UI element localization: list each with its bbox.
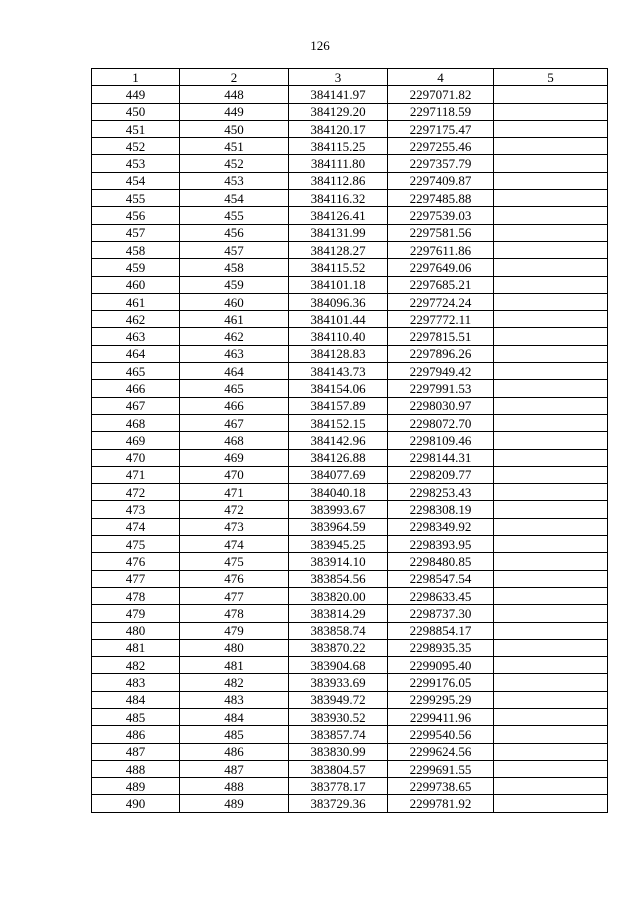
table-cell	[494, 190, 608, 207]
table-cell: 450	[180, 120, 289, 137]
table-cell	[494, 726, 608, 743]
table-cell: 460	[92, 276, 180, 293]
table-cell	[494, 120, 608, 137]
table-cell: 2297896.26	[388, 345, 494, 362]
table-cell: 383729.36	[289, 795, 388, 812]
table-cell: 383949.72	[289, 691, 388, 708]
table-cell: 384128.83	[289, 345, 388, 362]
table-cell: 383820.00	[289, 587, 388, 604]
table-cell: 384115.25	[289, 138, 388, 155]
table-cell: 461	[92, 293, 180, 310]
table-cell: 475	[180, 553, 289, 570]
table-cell: 2298349.92	[388, 518, 494, 535]
table-cell	[494, 414, 608, 431]
table-row	[92, 484, 608, 501]
table-cell: 454	[180, 190, 289, 207]
table-cell: 459	[180, 276, 289, 293]
table-cell	[494, 553, 608, 570]
table-row	[92, 172, 608, 189]
table-cell: 2298935.35	[388, 639, 494, 656]
table-cell: 452	[92, 138, 180, 155]
table-cell: 384157.89	[289, 397, 388, 414]
table-cell: 384126.41	[289, 207, 388, 224]
table-cell: 468	[92, 414, 180, 431]
table-cell: 482	[180, 674, 289, 691]
table-cell: 448	[180, 86, 289, 103]
table-cell: 463	[92, 328, 180, 345]
table-cell	[494, 622, 608, 639]
table-cell: 455	[92, 190, 180, 207]
table-cell	[494, 103, 608, 120]
table-row	[92, 449, 608, 466]
table-row	[92, 708, 608, 725]
table-cell: 2297815.51	[388, 328, 494, 345]
table-cell	[494, 138, 608, 155]
table-cell: 472	[180, 501, 289, 518]
table-cell: 2299781.92	[388, 795, 494, 812]
table-cell: 473	[180, 518, 289, 535]
table-cell: 482	[92, 657, 180, 674]
table-row	[92, 432, 608, 449]
table-cell	[494, 293, 608, 310]
table-cell	[494, 172, 608, 189]
table-cell	[494, 432, 608, 449]
table-cell: 384129.20	[289, 103, 388, 120]
table-cell: 466	[92, 380, 180, 397]
table-cell	[494, 587, 608, 604]
table-cell: 384143.73	[289, 363, 388, 380]
table-cell: 486	[180, 743, 289, 760]
table-row	[92, 414, 608, 431]
table-cell: 384077.69	[289, 466, 388, 483]
table-cell: 384128.27	[289, 241, 388, 258]
table-cell: 2297255.46	[388, 138, 494, 155]
table-cell: 456	[180, 224, 289, 241]
table-cell: 465	[180, 380, 289, 397]
table-row	[92, 138, 608, 155]
table-cell: 468	[180, 432, 289, 449]
table-cell: 451	[92, 120, 180, 137]
table-cell	[494, 397, 608, 414]
table-cell: 383854.56	[289, 570, 388, 587]
table-cell: 476	[92, 553, 180, 570]
table-row	[92, 605, 608, 622]
table-row	[92, 743, 608, 760]
table-cell: 464	[180, 363, 289, 380]
table-cell: 383964.59	[289, 518, 388, 535]
table-cell: 455	[180, 207, 289, 224]
table-cell	[494, 674, 608, 691]
table-cell	[494, 536, 608, 553]
table-row	[92, 155, 608, 172]
table-cell: 461	[180, 311, 289, 328]
table-row	[92, 86, 608, 103]
table-cell: 478	[92, 587, 180, 604]
table-cell	[494, 570, 608, 587]
table-cell: 483	[92, 674, 180, 691]
table-cell	[494, 155, 608, 172]
table-cell: 2297357.79	[388, 155, 494, 172]
table-cell: 458	[92, 241, 180, 258]
table-cell: 479	[92, 605, 180, 622]
table-row	[92, 120, 608, 137]
table-row	[92, 536, 608, 553]
table-cell: 2297581.56	[388, 224, 494, 241]
table-cell: 2299540.56	[388, 726, 494, 743]
table-cell	[494, 311, 608, 328]
table-cell: 384126.88	[289, 449, 388, 466]
table-cell: 384115.52	[289, 259, 388, 276]
table-cell: 2298072.70	[388, 414, 494, 431]
table-cell: 383914.10	[289, 553, 388, 570]
table-cell	[494, 86, 608, 103]
table-cell: 449	[180, 103, 289, 120]
table-cell: 466	[180, 397, 289, 414]
table-cell: 453	[92, 155, 180, 172]
table-cell	[494, 363, 608, 380]
table-cell: 481	[180, 657, 289, 674]
table-row	[92, 657, 608, 674]
table-cell: 454	[92, 172, 180, 189]
table-cell: 457	[92, 224, 180, 241]
table-cell: 489	[180, 795, 289, 812]
table-row	[92, 501, 608, 518]
column-header: 1	[92, 69, 180, 86]
table-cell: 488	[180, 778, 289, 795]
table-cell	[494, 484, 608, 501]
table-row	[92, 293, 608, 310]
table-cell: 2297724.24	[388, 293, 494, 310]
table-cell: 2297991.53	[388, 380, 494, 397]
table-cell: 2298737.30	[388, 605, 494, 622]
table-cell: 2297409.87	[388, 172, 494, 189]
table-cell: 384131.99	[289, 224, 388, 241]
table-cell: 452	[180, 155, 289, 172]
table-cell: 487	[180, 760, 289, 777]
table-row	[92, 553, 608, 570]
table-cell: 2297071.82	[388, 86, 494, 103]
table-cell: 481	[92, 639, 180, 656]
table-row	[92, 397, 608, 414]
table-cell: 384096.36	[289, 293, 388, 310]
column-header: 5	[494, 69, 608, 86]
table-cell: 486	[92, 726, 180, 743]
table-cell: 449	[92, 86, 180, 103]
table-cell: 488	[92, 760, 180, 777]
table-cell: 484	[180, 708, 289, 725]
table-cell: 2298308.19	[388, 501, 494, 518]
table-cell	[494, 466, 608, 483]
table-row	[92, 674, 608, 691]
table-row	[92, 328, 608, 345]
table-cell: 2299095.40	[388, 657, 494, 674]
table-cell: 383904.68	[289, 657, 388, 674]
table-cell: 2297649.06	[388, 259, 494, 276]
table-cell: 471	[92, 466, 180, 483]
table-cell: 477	[92, 570, 180, 587]
table-cell: 2297175.47	[388, 120, 494, 137]
table-cell: 2297772.11	[388, 311, 494, 328]
table-cell: 474	[92, 518, 180, 535]
table-cell: 2299624.56	[388, 743, 494, 760]
table-cell: 2299738.65	[388, 778, 494, 795]
table-cell: 474	[180, 536, 289, 553]
table-cell: 479	[180, 622, 289, 639]
coordinates-table	[91, 68, 608, 813]
table-cell: 450	[92, 103, 180, 120]
table-row	[92, 795, 608, 812]
table-row	[92, 518, 608, 535]
table-cell	[494, 501, 608, 518]
table-row	[92, 241, 608, 258]
table-row	[92, 345, 608, 362]
table-cell	[494, 657, 608, 674]
table-cell: 2298209.77	[388, 466, 494, 483]
table-cell: 476	[180, 570, 289, 587]
table-cell: 490	[92, 795, 180, 812]
table-row	[92, 639, 608, 656]
table-cell: 464	[92, 345, 180, 362]
table-cell: 2299411.96	[388, 708, 494, 725]
table-cell: 487	[92, 743, 180, 760]
table-cell	[494, 795, 608, 812]
table-cell: 383814.29	[289, 605, 388, 622]
table-cell: 460	[180, 293, 289, 310]
table-row	[92, 466, 608, 483]
table-cell: 383993.67	[289, 501, 388, 518]
table-cell: 473	[92, 501, 180, 518]
table-cell	[494, 345, 608, 362]
table-cell: 458	[180, 259, 289, 276]
table-cell: 470	[180, 466, 289, 483]
table-cell: 462	[180, 328, 289, 345]
table-cell: 2299295.29	[388, 691, 494, 708]
table-cell: 465	[92, 363, 180, 380]
table-cell: 2297485.88	[388, 190, 494, 207]
table-cell: 384101.18	[289, 276, 388, 293]
table-row	[92, 587, 608, 604]
table-cell: 384110.40	[289, 328, 388, 345]
table-cell: 478	[180, 605, 289, 622]
table-cell	[494, 224, 608, 241]
table-cell: 384141.97	[289, 86, 388, 103]
table-cell: 2298547.54	[388, 570, 494, 587]
table-cell	[494, 691, 608, 708]
table-cell: 480	[180, 639, 289, 656]
table-cell	[494, 778, 608, 795]
table-cell: 462	[92, 311, 180, 328]
table-row	[92, 224, 608, 241]
table-cell: 383945.25	[289, 536, 388, 553]
table-cell: 470	[92, 449, 180, 466]
table-cell: 475	[92, 536, 180, 553]
table-cell: 472	[92, 484, 180, 501]
page-number: 126	[310, 38, 330, 53]
table-cell: 384040.18	[289, 484, 388, 501]
table-cell	[494, 605, 608, 622]
table-cell: 383830.99	[289, 743, 388, 760]
table-cell: 457	[180, 241, 289, 258]
table-cell: 2298854.17	[388, 622, 494, 639]
table-cell: 2299176.05	[388, 674, 494, 691]
table-row	[92, 726, 608, 743]
table-cell: 2298109.46	[388, 432, 494, 449]
table-cell: 456	[92, 207, 180, 224]
table-cell: 463	[180, 345, 289, 362]
table-cell: 2298253.43	[388, 484, 494, 501]
table-row	[92, 380, 608, 397]
table-cell	[494, 639, 608, 656]
table-cell: 485	[180, 726, 289, 743]
table-body	[92, 86, 608, 812]
table-row	[92, 103, 608, 120]
table-row	[92, 259, 608, 276]
table-cell: 484	[92, 691, 180, 708]
table-cell: 2297539.03	[388, 207, 494, 224]
table-cell: 2297118.59	[388, 103, 494, 120]
table-cell	[494, 276, 608, 293]
table-cell: 2298030.97	[388, 397, 494, 414]
table-cell	[494, 743, 608, 760]
table-cell: 384152.15	[289, 414, 388, 431]
table-cell: 384120.17	[289, 120, 388, 137]
column-header: 4	[388, 69, 494, 86]
table-cell: 469	[180, 449, 289, 466]
table-cell: 485	[92, 708, 180, 725]
table-cell: 384116.32	[289, 190, 388, 207]
table-cell: 477	[180, 587, 289, 604]
table-cell: 483	[180, 691, 289, 708]
table-cell: 459	[92, 259, 180, 276]
table-row	[92, 190, 608, 207]
table-cell: 469	[92, 432, 180, 449]
table-cell: 2299691.55	[388, 760, 494, 777]
table-cell: 2297949.42	[388, 363, 494, 380]
table-row	[92, 363, 608, 380]
table-row	[92, 691, 608, 708]
table-cell: 383858.74	[289, 622, 388, 639]
table-cell	[494, 380, 608, 397]
table-cell	[494, 241, 608, 258]
table-row	[92, 207, 608, 224]
table-cell: 451	[180, 138, 289, 155]
table-cell: 384101.44	[289, 311, 388, 328]
table-row	[92, 622, 608, 639]
table-cell	[494, 760, 608, 777]
column-header: 3	[289, 69, 388, 86]
table-cell	[494, 207, 608, 224]
table-cell: 2297685.21	[388, 276, 494, 293]
table-cell	[494, 259, 608, 276]
table-cell: 383870.22	[289, 639, 388, 656]
table-cell: 383933.69	[289, 674, 388, 691]
table-cell: 467	[180, 414, 289, 431]
table-cell: 384154.06	[289, 380, 388, 397]
table-cell: 383804.57	[289, 760, 388, 777]
table-row	[92, 311, 608, 328]
column-header: 2	[180, 69, 289, 86]
table-cell: 383778.17	[289, 778, 388, 795]
table-cell: 383930.52	[289, 708, 388, 725]
table-cell: 384142.96	[289, 432, 388, 449]
table-cell: 383857.74	[289, 726, 388, 743]
table-cell: 2298633.45	[388, 587, 494, 604]
table-cell	[494, 449, 608, 466]
table-row	[92, 570, 608, 587]
table-cell: 2298144.31	[388, 449, 494, 466]
table-cell: 489	[92, 778, 180, 795]
table-header-row	[92, 69, 608, 86]
table-row	[92, 778, 608, 795]
table-cell: 467	[92, 397, 180, 414]
table-cell: 2298480.85	[388, 553, 494, 570]
table-cell: 384111.80	[289, 155, 388, 172]
table-cell: 2297611.86	[388, 241, 494, 258]
table-cell	[494, 328, 608, 345]
table-row	[92, 760, 608, 777]
table-cell	[494, 518, 608, 535]
table-cell: 480	[92, 622, 180, 639]
table-row	[92, 276, 608, 293]
table-cell: 471	[180, 484, 289, 501]
table-cell: 384112.86	[289, 172, 388, 189]
table-cell: 453	[180, 172, 289, 189]
table-cell	[494, 708, 608, 725]
table-cell: 2298393.95	[388, 536, 494, 553]
